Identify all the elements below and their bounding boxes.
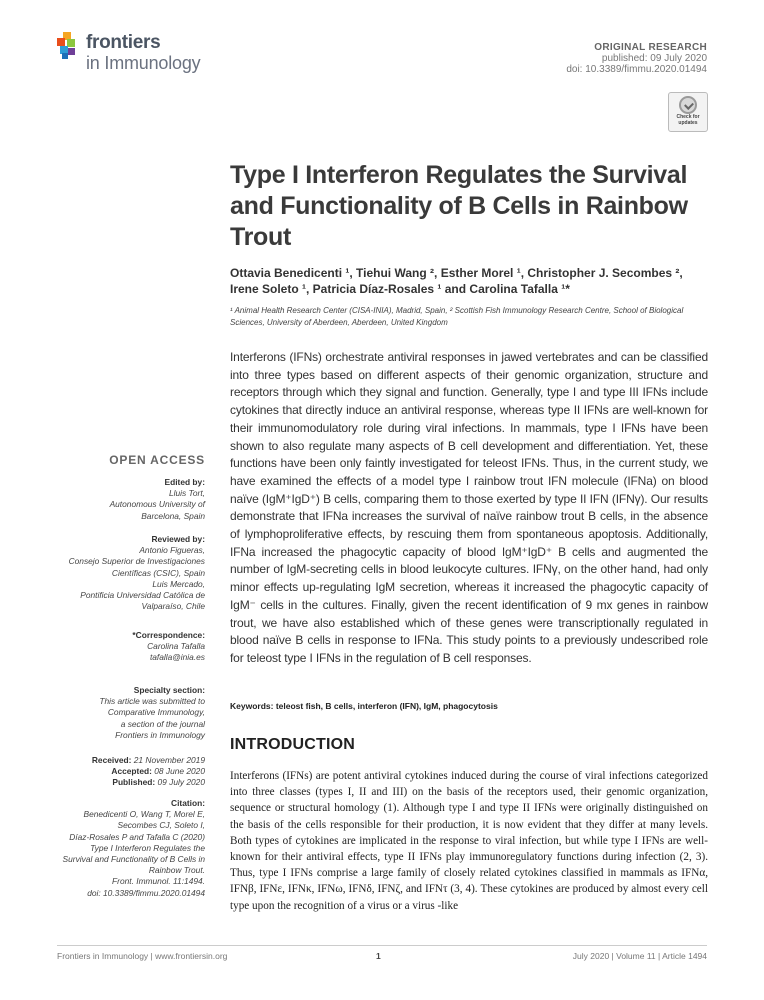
reviewer-line: Luis Mercado, [152, 578, 205, 589]
citation-block [57, 798, 205, 899]
footer-journal-link[interactable]: Frontiers in Immunology | www.frontiersin.org [57, 951, 228, 961]
editor-line: Barcelona, Spain [141, 510, 205, 521]
article-meta-header [566, 42, 707, 75]
frontiers-logo-icon [57, 32, 81, 60]
edited-by-label: Edited by: [164, 477, 205, 487]
check-updates-icon [679, 96, 697, 114]
abstract: Interferons (IFNs) orchestrate antiviral responses in jawed vertebrates and can be classified into three types based on different aspects of their genomic organization, structure and receptors through which they signal and function. Generally, type I and type III IFNs include cytokines that directly induce an antiviral response, whereas type II IFNs are well-known for their immunomodulatory role during viral infections. In mammals, type I IFNs have been shown to also regulate many aspects of B cell development and differentiation. Yet, these functions have been only faintly investigated for teleost IFNs. Thus, in the current study, we have examined the effects of a model type I rainbow trout IFN molecule (IFNa) on blood naïve (IgM⁺IgD⁺) B cells, comparing them to those exerted by type II IFN (IFNγ). Our results demonstrate that IFNa increases the survival of naïve rainbow trout B cells, in the absence of lymphoproliferative effects, by rescuing them from spontaneous apoptosis. Additionally, IFNa increased the phagocytic capacity of blood IgM⁺IgD⁺ B cells and augmented the number of IgM-secreting cells in blood leukocyte cultures. IFNγ, on the other hand, had only minor effects up-regulating IgM secretion, whereas it increased the phagocytic capacity of IgM⁻ cells in the cultures. Finally, given the recent identification of 9 mx genes in rainbow trout, we have also established which of these genes were transcriptionally regulated in blood naïve B cells in response to IFNa. This study points to a previously undescribed role for teleost type I IFNs in the regulation of B cell responses. [230, 350, 708, 665]
citation-doi[interactable]: doi: 10.3389/fimmu.2020.01494 [87, 887, 205, 898]
specialty-line: Frontiers in Immunology [115, 729, 205, 740]
specialty-line: This article was submitted to [99, 696, 205, 707]
reviewed-by-block [57, 534, 205, 612]
published-label: Published: [112, 777, 156, 788]
keywords: Keywords: teleost fish, B cells, interferon (IFN), IgM, phagocytosis [230, 701, 498, 711]
editor-line: Lluis Tort, [169, 488, 205, 499]
footer-issue-info: July 2020 | Volume 11 | Article 1494 [572, 951, 707, 961]
open-access-label: OPEN ACCESS [109, 453, 205, 467]
citation-line: Secombes CJ, Soleto I, [117, 820, 205, 831]
accepted-date: 08 June 2020 [154, 766, 205, 777]
author-line-2[interactable]: Irene Soleto ¹, Patricia Díaz-Rosales ¹ and Carolina Tafalla ¹* [230, 282, 570, 296]
received-date: 21 November 2019 [133, 755, 205, 765]
check-updates-line1: Check for [676, 114, 700, 120]
citation-line: Type I Interferon Regulates the [90, 842, 205, 853]
correspondent-email[interactable]: tafalla@inia.es [149, 652, 205, 663]
reviewer-line: Pontificia Universidad Católica de [80, 590, 205, 601]
specialty-line: Comparative Immunology, [107, 707, 205, 718]
published-row [57, 777, 205, 788]
author-list [230, 265, 710, 297]
check-updates-line2: updates [678, 119, 698, 126]
citation-line: Rainbow Trout. [148, 865, 205, 876]
specialty-block [57, 685, 205, 741]
dates-block [57, 755, 205, 789]
citation-line: Díaz-Rosales P and Tafalla C (2020) [69, 831, 205, 842]
introduction-paragraph: Interferons (IFNs) are potent antiviral cytokines induced during the course of viral infections categorized into three classes (types I, II and III) on the basis of the receptors used, their genomic organization, sequence or structural homology (1). Although type I and type II IFNs were originally distinguished on the basis of the cells responsible for their production, it is now evident that they differ at many levels. Both types of cytokines are implicated in the response to viral infection, but while type I IFNs are well-known for their antiviral effects, type II IFNs play immunoregulatory functions during infection (2, 3). Thus, type I IFNs comprise a large family of closely related cytokines classified in mammals as IFNα, IFNβ, IFNε, IFNκ, IFNω, IFNδ, IFNζ, and IFNτ (3, 4). These cytokines are produced by almost every cell type upon the recognition of a virus or a virus -like [230, 770, 708, 912]
citation-line: Benedicenti O, Wang T, Morel E, [83, 809, 205, 820]
received-row [57, 755, 205, 766]
received-label: Received: [91, 755, 132, 765]
edited-by-block [57, 477, 205, 522]
reviewer-line: Consejo Superior de Investigaciones [68, 556, 205, 567]
citation-label: Citation: [171, 798, 205, 808]
reviewed-by-label: Reviewed by: [151, 534, 205, 544]
correspondent-name: Carolina Tafalla [147, 641, 205, 652]
reviewer-line: Científicas (CSIC), Spain [111, 567, 205, 578]
reviewer-line: Valparaíso, Chile [141, 601, 205, 612]
author-line-1[interactable]: Ottavia Benedicenti ¹, Tiehui Wang ², Esther Morel ¹, Christopher J. Secombes ², [230, 266, 683, 280]
footer-divider [57, 945, 707, 946]
accepted-row [57, 766, 205, 777]
affiliations: ¹ Animal Health Research Center (CISA-INIA), Madrid, Spain, ² Scottish Fish Immunology Research Centre, School of Biological Sciences, University of Aberdeen, Aberdeen, United Kingdom [230, 306, 684, 327]
reviewer-line: Antonio Figueras, [139, 545, 205, 556]
published-date-side: 09 July 2020 [157, 777, 205, 788]
page-number: 1 [376, 951, 381, 961]
doi[interactable]: doi: 10.3389/fimmu.2020.01494 [566, 64, 707, 75]
specialty-line: a section of the journal [120, 718, 205, 729]
article-title: Type I Interferon Regulates the Survival and Functionality of B Cells in Rainbow Trout [230, 161, 688, 251]
check-for-updates-badge[interactable] [668, 92, 708, 132]
article-type: ORIGINAL RESEARCH [594, 42, 707, 53]
logo-word-frontiers: frontiers [86, 32, 161, 53]
correspondence-label: *Correspondence: [132, 630, 205, 640]
correspondence-block [57, 630, 205, 664]
specialty-label: Specialty section: [133, 685, 205, 695]
citation-line: Survival and Functionality of B Cells in [62, 854, 205, 865]
section-heading-introduction: INTRODUCTION [230, 736, 356, 753]
journal-logo[interactable] [57, 30, 257, 82]
accepted-label: Accepted: [111, 766, 152, 777]
editor-line: Autonomous University of [109, 499, 205, 510]
published-date: published: 09 July 2020 [601, 53, 707, 64]
citation-line: Front. Immunol. 11:1494. [112, 876, 205, 887]
logo-journal-name: in Immunology [86, 53, 201, 73]
